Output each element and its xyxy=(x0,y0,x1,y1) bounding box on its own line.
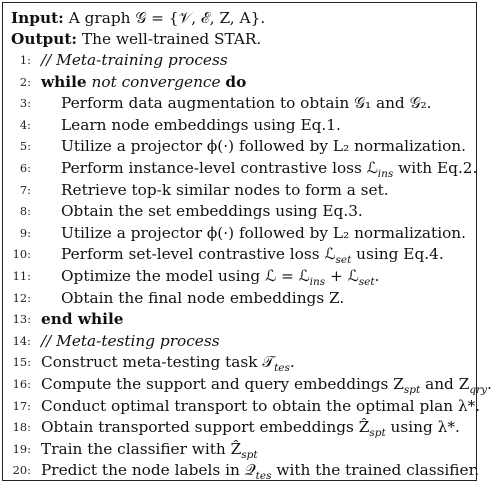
line-text: Perform data augmentation to obtain 𝒢₁ and 𝒢₂. xyxy=(61,94,432,113)
algorithm-line xyxy=(3,374,492,396)
line-number: 1: xyxy=(19,53,31,67)
algorithm-line xyxy=(3,460,480,483)
algorithm-line xyxy=(3,309,476,331)
line-number: 10: xyxy=(12,247,31,262)
algorithm-line xyxy=(3,223,476,245)
line-number: 11: xyxy=(12,268,31,283)
line-text: Perform instance-level contrastive loss ℒ$_{ins}$ with Eq.2. xyxy=(61,158,478,181)
algorithm-line xyxy=(3,93,476,115)
line-text: Obtain the final node embeddings Z. xyxy=(61,288,345,307)
algorithm-line xyxy=(3,331,476,353)
input-label: Input: xyxy=(11,9,64,27)
algorithm-line xyxy=(3,439,476,461)
algorithm-line xyxy=(3,417,476,439)
line-text: Utilize a projector ϕ(·) followed by L₂ normalization. xyxy=(61,223,467,242)
line-number: 19: xyxy=(12,441,31,456)
algorithm-box xyxy=(2,2,492,483)
line-text: Utilize a projector ϕ(·) followed by L₂ normalization. xyxy=(61,137,467,156)
algorithm-line xyxy=(3,266,476,288)
line-number: 2: xyxy=(19,74,31,89)
algorithm-line xyxy=(3,396,481,418)
line-number: 16: xyxy=(12,376,31,391)
line-number: 15: xyxy=(12,355,31,370)
line-number: 9: xyxy=(19,225,31,240)
algorithm-input xyxy=(11,8,265,30)
line-text: // Meta-training process xyxy=(41,51,228,69)
line-number: 5: xyxy=(19,139,31,154)
line-number: 20: xyxy=(12,463,31,478)
algorithm-steps xyxy=(3,50,492,483)
line-text: Learn node embeddings using Eq.1. xyxy=(61,115,341,134)
algorithm-line xyxy=(3,136,476,158)
line-text: Perform set-level contrastive loss ℒ$_{set}$ using Eq.4. xyxy=(61,245,444,267)
algorithm-line xyxy=(3,244,476,266)
output-text: The well-trained STAR. xyxy=(81,30,262,48)
line-text: while not convergence do xyxy=(41,72,247,91)
algorithm-line xyxy=(3,115,476,137)
line-text: Predict the node labels in 𝒬$_{tes}$ with the trained classifier. xyxy=(41,461,480,483)
line-number: 7: xyxy=(19,182,31,197)
line-number: 6: xyxy=(19,160,31,175)
line-text: end while xyxy=(41,310,124,329)
output-label: Output: xyxy=(11,30,78,48)
line-text: Retrieve top-k similar nodes to form a set. xyxy=(61,180,389,199)
line-number: 18: xyxy=(12,420,31,435)
line-text: // Meta-testing process xyxy=(41,331,220,350)
line-number: 17: xyxy=(12,398,31,413)
line-number: 4: xyxy=(19,117,31,132)
line-number: 3: xyxy=(19,96,31,111)
line-number: 8: xyxy=(19,204,31,219)
line-text: Conduct optimal transport to obtain the optimal plan λ*. xyxy=(41,396,481,415)
line-number: 14: xyxy=(12,333,31,348)
input-text: A graph 𝒢 = {𝒱, ℰ, Z, A}. xyxy=(68,9,266,27)
line-text: Obtain the set embeddings using Eq.3. xyxy=(61,202,363,221)
line-number: 13: xyxy=(12,312,31,327)
line-number: 12: xyxy=(12,290,31,305)
algorithm-line xyxy=(3,180,476,202)
line-text: Optimize the model using ℒ = ℒ$_{ins}$ + ℒ$_{set}$. xyxy=(61,266,380,288)
line-text: Construct meta-testing task 𝒯$_{tes}$. xyxy=(41,353,295,375)
line-text: Obtain transported support embeddings Ẑ$_{spt}$ using λ*. xyxy=(41,418,460,440)
algorithm-line xyxy=(3,201,476,223)
algorithm-line xyxy=(3,72,476,94)
algorithm-line xyxy=(3,50,476,72)
line-text: Train the classifier with Ẑ$_{spt}$ xyxy=(41,439,258,461)
algorithm-output xyxy=(11,29,261,51)
algorithm-line xyxy=(3,352,476,374)
line-text: Compute the support and query embeddings $Z_{spt}$ and $Z_{qry}$. xyxy=(41,374,492,396)
algorithm-line xyxy=(3,288,476,310)
algorithm-line xyxy=(3,158,476,180)
